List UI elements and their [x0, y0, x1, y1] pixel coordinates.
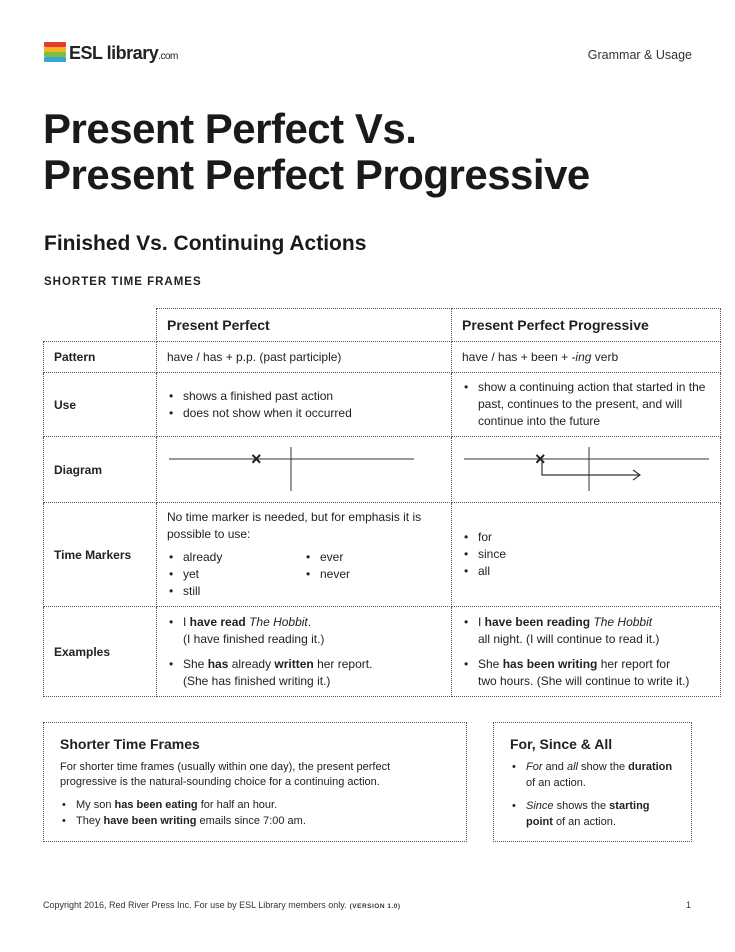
- logo-name: ESL library: [69, 42, 159, 63]
- footer-copyright: [43, 900, 401, 910]
- box-title: For, Since & All: [510, 736, 613, 752]
- row-label-examples: Examples: [44, 607, 157, 697]
- section-label: SHORTER TIME FRAMES: [44, 276, 202, 288]
- diagram-present-perfect-progressive: [452, 437, 721, 503]
- col-header-present-perfect-progressive: Present Perfect Progressive: [452, 309, 721, 342]
- text: shows the: [553, 800, 610, 812]
- time-markers-present-perfect-progressive: [452, 503, 721, 607]
- list-item: • yet: [167, 566, 304, 583]
- page-title: [43, 106, 590, 198]
- row-label-pattern: Pattern: [44, 342, 157, 373]
- example-note: (I have finished reading it.): [183, 631, 325, 646]
- list-item: [510, 760, 675, 791]
- example-text: I: [478, 614, 485, 629]
- example-text: I: [183, 614, 190, 629]
- row-label-use: Use: [44, 373, 157, 437]
- term-for: For: [526, 761, 543, 773]
- list-item: • never: [304, 566, 441, 583]
- term-starting-point: starting point: [526, 800, 650, 828]
- continuation-line: [542, 459, 640, 475]
- example-verb: have been writing: [103, 814, 197, 827]
- box-title: Shorter Time Frames: [60, 736, 200, 752]
- list-item: [510, 799, 675, 830]
- x-mark-icon: ×: [535, 449, 546, 469]
- example-verb: has been writing: [502, 656, 598, 671]
- example-note: two hours. (She will continue to write it.): [478, 673, 690, 688]
- esl-library-logo: [44, 42, 178, 64]
- text: of an action.: [552, 815, 616, 828]
- page-number: 1: [685, 900, 691, 910]
- table-row-diagram: [44, 437, 721, 503]
- example-book-title: The Hobbit: [249, 614, 308, 629]
- list-item: • shows a finished past action: [167, 388, 441, 405]
- topic-label: Grammar & Usage: [587, 48, 692, 62]
- example-note: (She has finished writing it.): [183, 673, 331, 688]
- list-item: [167, 656, 441, 690]
- continuing-action-diagram: [452, 437, 720, 499]
- subtitle: Finished Vs. Continuing Actions: [44, 232, 367, 255]
- col-header-present-perfect: Present Perfect: [157, 309, 452, 342]
- pattern-suffix: verb: [591, 350, 619, 364]
- shorter-time-frames-box: [43, 722, 467, 842]
- empty-corner-cell: [44, 309, 157, 342]
- row-label-diagram: Diagram: [44, 437, 157, 503]
- text: and: [542, 761, 567, 773]
- list-item: [60, 814, 450, 830]
- list-item: [462, 656, 710, 690]
- examples-present-perfect-progressive: [452, 607, 721, 697]
- list-item: • ever: [304, 549, 441, 566]
- example-text: My son: [76, 799, 115, 811]
- table-row-use: [44, 373, 721, 437]
- list-item: • already: [167, 549, 304, 566]
- time-markers-intro: No time marker is needed, but for emphasis it is possible to use:: [167, 510, 422, 541]
- list-item: • show a continuing action that started in the past, continues to the present, and will continue into the future: [462, 379, 710, 430]
- example-text: .: [307, 614, 312, 629]
- example-text: She: [183, 656, 208, 671]
- example-verb: have been reading: [484, 614, 591, 629]
- use-present-perfect-progressive: [452, 373, 721, 437]
- for-since-all-box: [493, 722, 692, 842]
- logo-text: [69, 43, 178, 64]
- time-markers-columns: [167, 549, 441, 600]
- row-label-time-markers: Time Markers: [44, 503, 157, 607]
- version-label: (VERSION 1.0): [349, 903, 401, 910]
- example-text: emails since 7:00 am.: [196, 814, 306, 827]
- time-markers-present-perfect: [157, 503, 452, 607]
- title-line-2: Present Perfect Progressive: [43, 151, 590, 198]
- finished-action-diagram: [157, 437, 425, 499]
- list-item: • all: [462, 563, 710, 580]
- examples-present-perfect: [157, 607, 452, 697]
- term-duration: duration: [628, 761, 673, 773]
- diagram-present-perfect: [157, 437, 452, 503]
- example-verb: have read: [189, 614, 246, 629]
- example-note: all night. (I will continue to read it.): [478, 631, 660, 646]
- logo-stripes-icon: [44, 42, 66, 64]
- table-header-row: [44, 309, 721, 342]
- text: show the: [577, 761, 629, 773]
- title-line-1: Present Perfect Vs.: [43, 105, 417, 152]
- list-item: [60, 798, 450, 814]
- example-text: her report.: [313, 656, 373, 671]
- table-row-pattern: [44, 342, 721, 373]
- example-text: They: [76, 814, 104, 827]
- pattern-ing: -ing: [571, 350, 592, 364]
- term-since: Since: [526, 800, 554, 812]
- use-present-perfect: [157, 373, 452, 437]
- text: of an action.: [526, 776, 586, 789]
- pattern-present-perfect: have / has + p.p. (past participle): [157, 342, 452, 373]
- list-item: [167, 614, 441, 648]
- pattern-present-perfect-progressive: [452, 342, 721, 373]
- copyright-text: Copyright 2016, Red River Press Inc. For use by ESL Library members only.: [43, 900, 347, 910]
- table-row-examples: [44, 607, 721, 697]
- example-verb: written: [274, 656, 314, 671]
- example-text: already: [228, 656, 275, 671]
- example-text: for half an hour.: [197, 799, 278, 811]
- list-item: [462, 614, 710, 648]
- list-item: • for: [462, 529, 710, 546]
- logo-stripe-blue: [44, 57, 66, 62]
- pattern-prefix: have / has + been +: [462, 350, 572, 364]
- x-mark-icon: ×: [251, 449, 262, 469]
- example-verb: has been eating: [114, 799, 198, 811]
- example-verb: has: [207, 656, 229, 671]
- example-text: She: [478, 656, 503, 671]
- logo-suffix: .com: [158, 50, 178, 62]
- table-row-time-markers: [44, 503, 721, 607]
- term-all: all: [566, 761, 578, 773]
- example-book-title: The Hobbit: [593, 614, 653, 629]
- list-item: • since: [462, 546, 710, 563]
- example-text: her report for: [597, 656, 671, 671]
- comparison-table: [43, 308, 721, 697]
- list-item: • does not show when it occurred: [167, 405, 441, 422]
- list-item: • still: [167, 583, 304, 600]
- box-text: For shorter time frames (usually within one day), the present perfect progressive is the natural-sounding choice for a continuing action.: [60, 761, 391, 788]
